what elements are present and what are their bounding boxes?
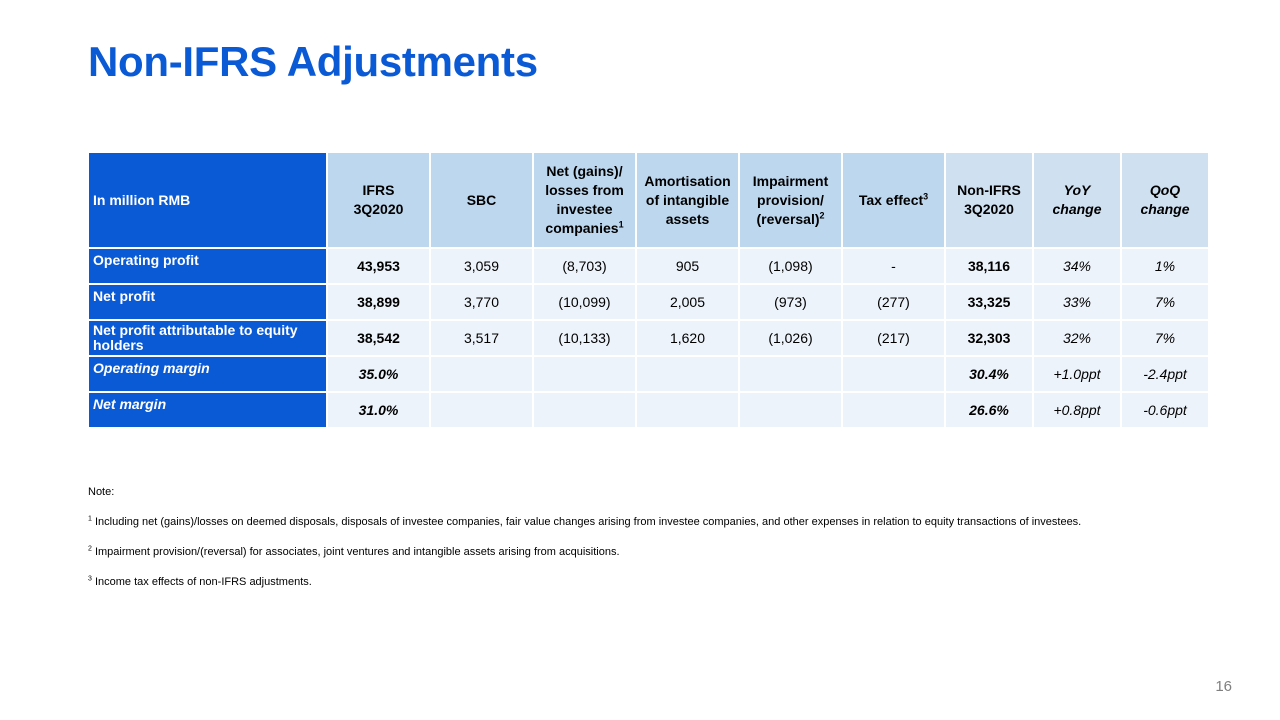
header-net-gains-line1: Net (gains)/ bbox=[546, 163, 623, 179]
cell-sbc: 3,517 bbox=[431, 321, 532, 355]
row-label: Net profit attributable to equity holders bbox=[89, 321, 326, 355]
row-label: Net margin bbox=[89, 393, 326, 427]
cell-impairment: (973) bbox=[740, 285, 841, 319]
table-header-row bbox=[89, 153, 1208, 247]
header-non-ifrs bbox=[946, 153, 1032, 247]
cell-non-ifrs: 38,116 bbox=[946, 249, 1032, 283]
header-yoy bbox=[1034, 153, 1120, 247]
footnote-ref-1: 1 bbox=[618, 219, 624, 230]
footnote-3-text: Income tax effects of non-IFRS adjustments. bbox=[91, 576, 312, 588]
header-net-gains bbox=[534, 153, 635, 247]
footnote-2-text: Impairment provision/(reversal) for associates, joint ventures and intangible assets arising from acquisitions. bbox=[91, 546, 620, 558]
cell-tax: (277) bbox=[843, 285, 944, 319]
cell-amortisation: 905 bbox=[637, 249, 738, 283]
footnote-2 bbox=[88, 546, 1081, 558]
cell-qoq: 1% bbox=[1122, 249, 1208, 283]
header-qoq-line2: change bbox=[1140, 201, 1190, 217]
footnote-1 bbox=[88, 516, 1081, 528]
header-yoy-line2: change bbox=[1052, 201, 1102, 217]
header-tax-effect-label: Tax effect bbox=[858, 191, 924, 208]
footnote-ref-3: 3 bbox=[923, 190, 929, 201]
header-ifrs-line1: IFRS bbox=[362, 182, 395, 198]
header-net-gains-line3: investee bbox=[556, 201, 613, 217]
cell-tax bbox=[843, 393, 944, 427]
cell-tax bbox=[843, 357, 944, 391]
table-row bbox=[89, 285, 1208, 319]
header-impairment bbox=[740, 153, 841, 247]
cell-yoy: 34% bbox=[1034, 249, 1120, 283]
header-qoq bbox=[1122, 153, 1208, 247]
cell-amortisation bbox=[637, 393, 738, 427]
header-yoy-line1: YoY bbox=[1063, 182, 1091, 198]
cell-yoy: +1.0ppt bbox=[1034, 357, 1120, 391]
unit-header: In million RMB bbox=[89, 153, 326, 247]
header-amortisation-line1: Amortisation bbox=[644, 172, 731, 189]
header-ifrs bbox=[328, 153, 429, 247]
cell-sbc: 3,770 bbox=[431, 285, 532, 319]
non-ifrs-adjustments-table bbox=[87, 151, 1210, 429]
footnote-3-marker: 3 bbox=[88, 575, 92, 583]
table-row bbox=[89, 321, 1208, 355]
table-row bbox=[89, 357, 1208, 391]
header-qoq-line1: QoQ bbox=[1149, 182, 1181, 198]
header-amortisation-line3: assets bbox=[665, 210, 710, 227]
cell-gains: (8,703) bbox=[534, 249, 635, 283]
header-net-gains-line2: losses from bbox=[545, 182, 624, 198]
header-non-ifrs-line2: 3Q2020 bbox=[964, 201, 1014, 217]
row-label: Operating profit bbox=[89, 249, 326, 283]
header-net-gains-line4: companies bbox=[545, 220, 619, 236]
cell-sbc: 3,059 bbox=[431, 249, 532, 283]
header-amortisation-line2: of intangible bbox=[645, 191, 730, 208]
header-impairment-line1: Impairment bbox=[752, 172, 829, 189]
cell-qoq: 7% bbox=[1122, 321, 1208, 355]
cell-impairment: (1,098) bbox=[740, 249, 841, 283]
cell-tax: (217) bbox=[843, 321, 944, 355]
cell-ifrs: 31.0% bbox=[328, 393, 429, 427]
header-non-ifrs-line1: Non-IFRS bbox=[957, 182, 1021, 198]
cell-amortisation: 1,620 bbox=[637, 321, 738, 355]
cell-qoq: -0.6ppt bbox=[1122, 393, 1208, 427]
cell-impairment bbox=[740, 393, 841, 427]
cell-qoq: -2.4ppt bbox=[1122, 357, 1208, 391]
cell-impairment: (1,026) bbox=[740, 321, 841, 355]
cell-amortisation bbox=[637, 357, 738, 391]
cell-gains: (10,133) bbox=[534, 321, 635, 355]
cell-gains bbox=[534, 357, 635, 391]
cell-tax: - bbox=[843, 249, 944, 283]
cell-ifrs: 43,953 bbox=[328, 249, 429, 283]
table-row bbox=[89, 393, 1208, 427]
cell-amortisation: 2,005 bbox=[637, 285, 738, 319]
footnotes bbox=[88, 486, 1081, 606]
cell-ifrs: 38,899 bbox=[328, 285, 429, 319]
header-ifrs-line2: 3Q2020 bbox=[353, 201, 404, 217]
cell-non-ifrs: 33,325 bbox=[946, 285, 1032, 319]
page-title: Non-IFRS Adjustments bbox=[88, 38, 538, 85]
cell-gains: (10,099) bbox=[534, 285, 635, 319]
cell-gains bbox=[534, 393, 635, 427]
footnote-1-marker: 1 bbox=[88, 515, 92, 523]
header-sbc: SBC bbox=[431, 153, 532, 247]
notes-heading: Note: bbox=[88, 486, 115, 498]
header-tax-effect bbox=[843, 153, 944, 247]
cell-yoy: +0.8ppt bbox=[1034, 393, 1120, 427]
page-number: 16 bbox=[1215, 678, 1232, 695]
footnote-3 bbox=[88, 576, 1081, 588]
cell-sbc bbox=[431, 393, 532, 427]
header-impairment-line2: provision/ bbox=[757, 191, 824, 208]
footnote-1-text: Including net (gains)/losses on deemed disposals, disposals of investee companies, fair value changes arising from investee companies, and other expenses in relation to equity transactions of investees. bbox=[91, 516, 1082, 528]
header-impairment-line3: (reversal) bbox=[756, 210, 820, 227]
cell-non-ifrs: 30.4% bbox=[946, 357, 1032, 391]
cell-ifrs: 35.0% bbox=[328, 357, 429, 391]
cell-yoy: 32% bbox=[1034, 321, 1120, 355]
table-row bbox=[89, 249, 1208, 283]
row-label: Operating margin bbox=[89, 357, 326, 391]
cell-sbc bbox=[431, 357, 532, 391]
cell-yoy: 33% bbox=[1034, 285, 1120, 319]
cell-ifrs: 38,542 bbox=[328, 321, 429, 355]
footnote-2-marker: 2 bbox=[88, 545, 92, 553]
cell-qoq: 7% bbox=[1122, 285, 1208, 319]
row-label: Net profit bbox=[89, 285, 326, 319]
header-amortisation bbox=[637, 153, 738, 247]
cell-impairment bbox=[740, 357, 841, 391]
cell-non-ifrs: 32,303 bbox=[946, 321, 1032, 355]
cell-non-ifrs: 26.6% bbox=[946, 393, 1032, 427]
footnote-ref-2: 2 bbox=[819, 209, 825, 220]
